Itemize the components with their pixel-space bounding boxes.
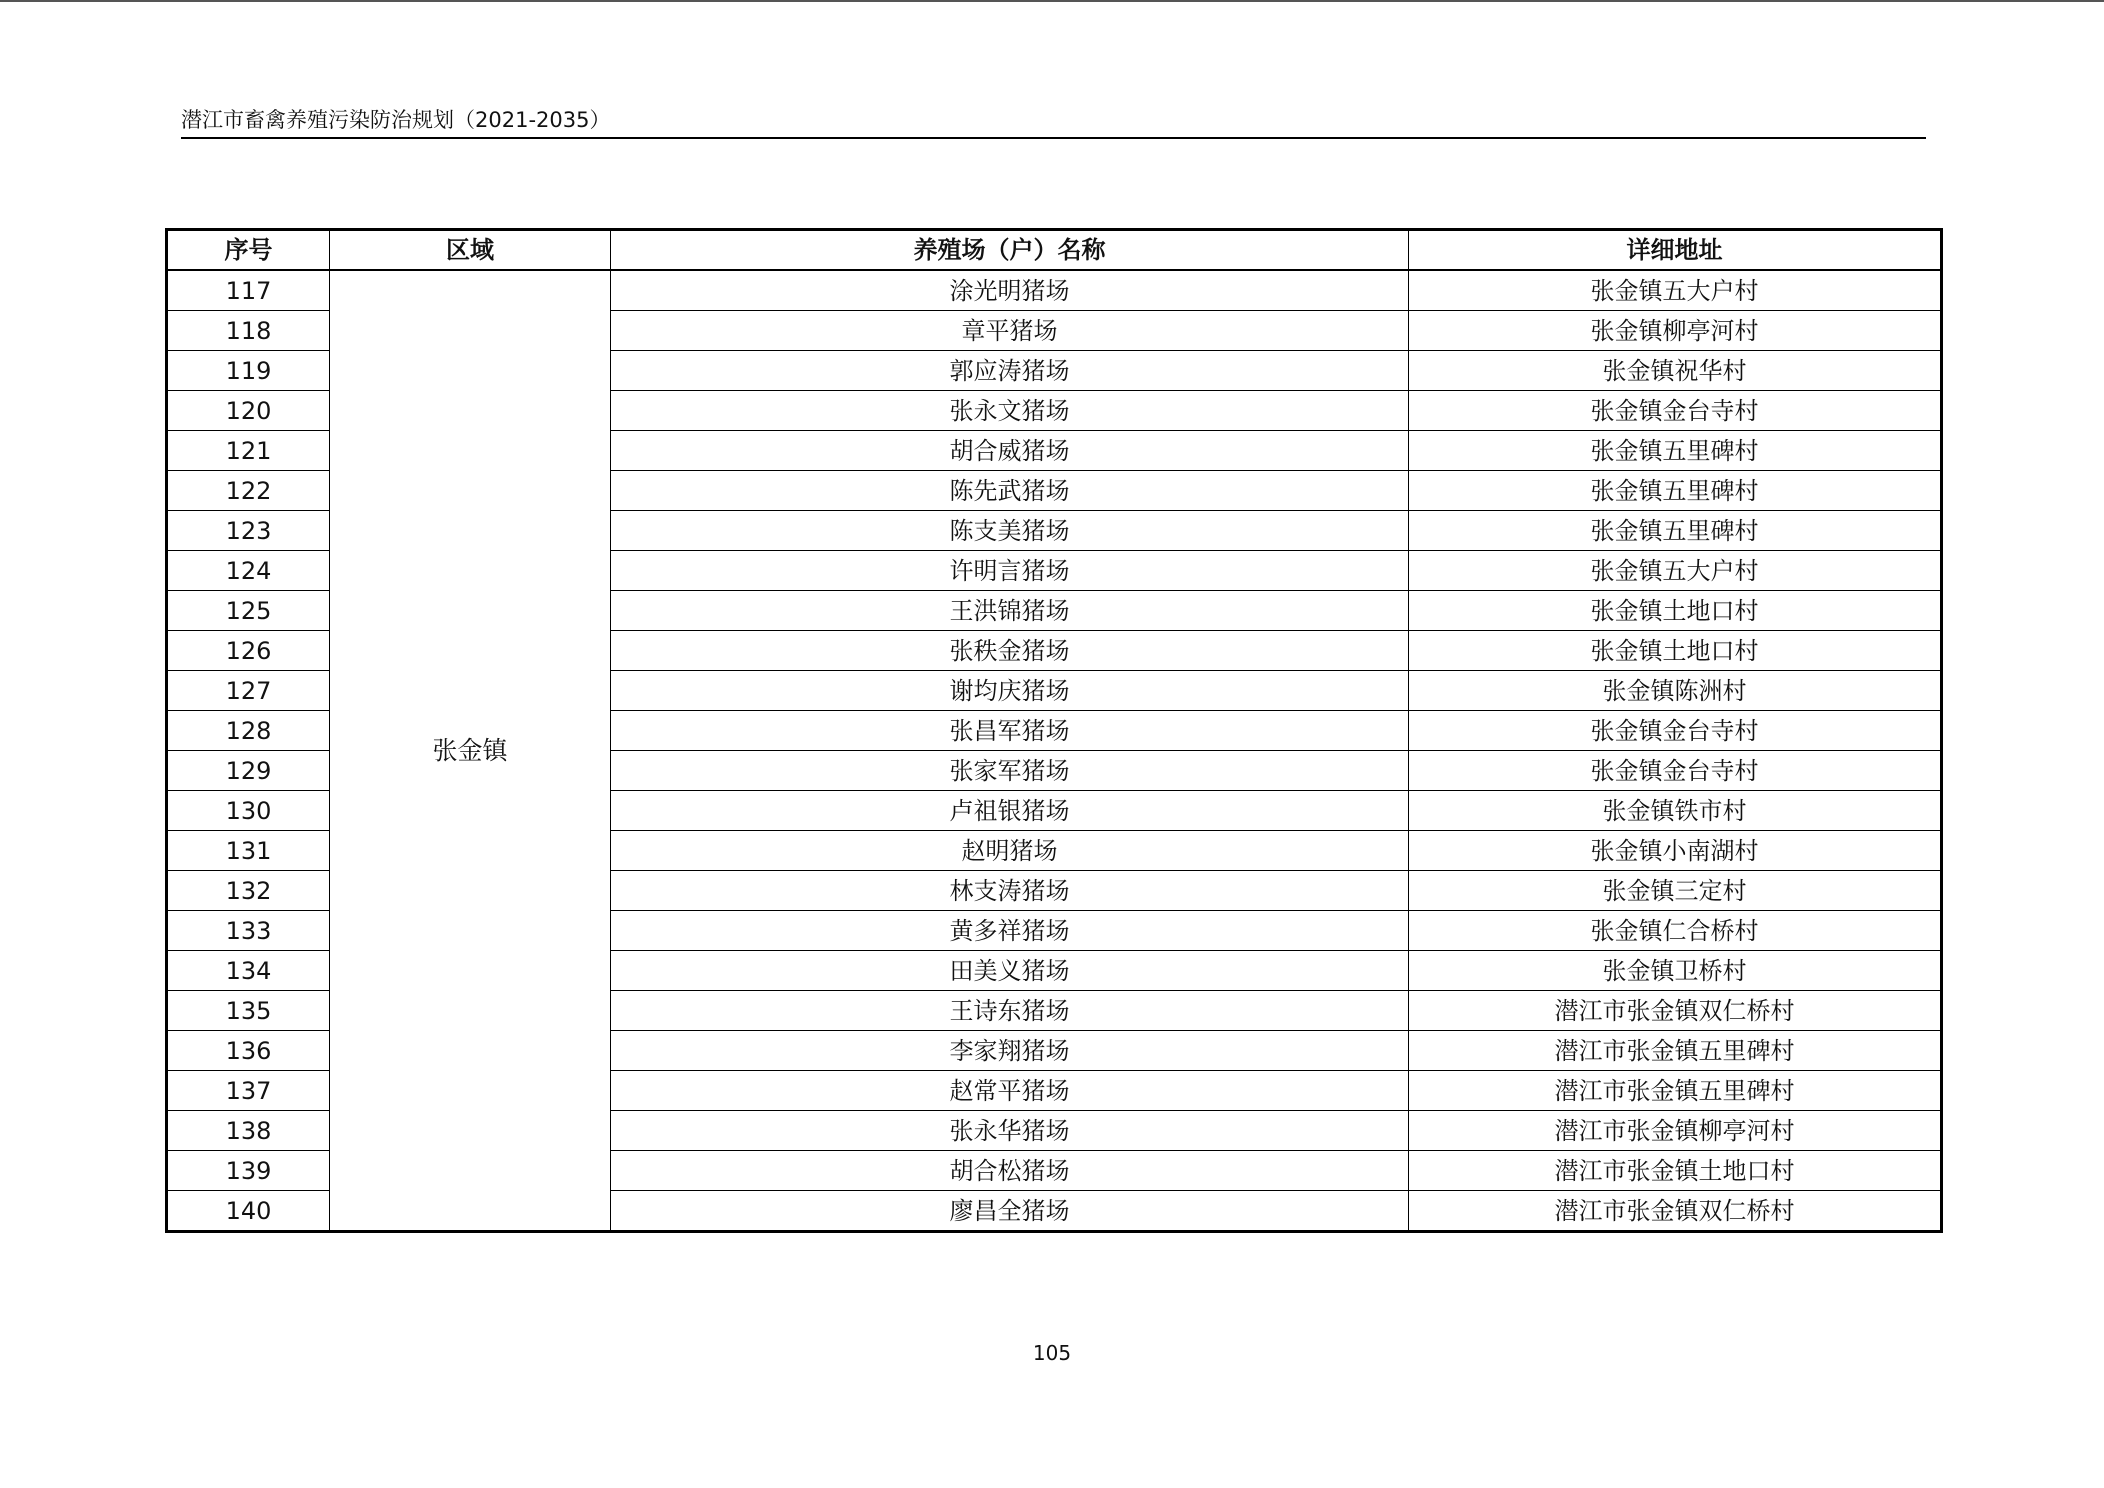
row-number: 127 <box>167 671 330 711</box>
row-number: 119 <box>167 351 330 391</box>
farm-address: 张金镇三定村 <box>1409 871 1942 911</box>
row-number: 121 <box>167 431 330 471</box>
row-number: 124 <box>167 551 330 591</box>
farm-name: 胡合松猪场 <box>611 1151 1409 1191</box>
region-cell: 张金镇 <box>330 270 611 1232</box>
table-row <box>167 270 1942 311</box>
row-number: 133 <box>167 911 330 951</box>
farm-name: 王洪锦猪场 <box>611 591 1409 631</box>
farm-address: 张金镇陈洲村 <box>1409 671 1942 711</box>
farm-address: 潜江市张金镇五里碑村 <box>1409 1031 1942 1071</box>
farm-address: 潜江市张金镇双仁桥村 <box>1409 991 1942 1031</box>
farm-name: 张永华猪场 <box>611 1111 1409 1151</box>
farm-name: 陈支美猪场 <box>611 511 1409 551</box>
farm-address: 张金镇柳亭河村 <box>1409 311 1942 351</box>
farm-address: 潜江市张金镇双仁桥村 <box>1409 1191 1942 1232</box>
farm-address: 张金镇仁合桥村 <box>1409 911 1942 951</box>
running-header <box>181 105 1926 139</box>
row-number: 134 <box>167 951 330 991</box>
row-number: 138 <box>167 1111 330 1151</box>
farm-address: 张金镇五里碑村 <box>1409 511 1942 551</box>
table-body <box>167 270 1942 1232</box>
farm-name: 廖昌全猪场 <box>611 1191 1409 1232</box>
farm-address: 潜江市张金镇五里碑村 <box>1409 1071 1942 1111</box>
farm-address: 张金镇五大户村 <box>1409 551 1942 591</box>
row-number: 126 <box>167 631 330 671</box>
farm-address: 张金镇铁市村 <box>1409 791 1942 831</box>
document-title: 潜江市畜禽养殖污染防治规划（2021-2035） <box>181 108 611 132</box>
column-header-region: 区域 <box>330 230 611 271</box>
farm-address: 张金镇卫桥村 <box>1409 951 1942 991</box>
row-number: 137 <box>167 1071 330 1111</box>
farm-name: 郭应涛猪场 <box>611 351 1409 391</box>
row-number: 128 <box>167 711 330 751</box>
farm-name: 赵明猪场 <box>611 831 1409 871</box>
farm-address: 张金镇土地口村 <box>1409 591 1942 631</box>
column-header-number: 序号 <box>167 230 330 271</box>
farm-name: 许明言猪场 <box>611 551 1409 591</box>
farm-address: 张金镇五里碑村 <box>1409 431 1942 471</box>
farm-name: 谢均庆猪场 <box>611 671 1409 711</box>
farm-name: 赵常平猪场 <box>611 1071 1409 1111</box>
farm-address: 张金镇金台寺村 <box>1409 711 1942 751</box>
farm-address: 张金镇金台寺村 <box>1409 391 1942 431</box>
farm-name: 田美义猪场 <box>611 951 1409 991</box>
row-number: 131 <box>167 831 330 871</box>
farm-address: 张金镇五里碑村 <box>1409 471 1942 511</box>
farm-name: 张昌军猪场 <box>611 711 1409 751</box>
row-number: 130 <box>167 791 330 831</box>
column-header-farm-name: 养殖场（户）名称 <box>611 230 1409 271</box>
row-number: 118 <box>167 311 330 351</box>
farm-name: 李家翔猪场 <box>611 1031 1409 1071</box>
farm-address: 张金镇土地口村 <box>1409 631 1942 671</box>
farm-name: 涂光明猪场 <box>611 270 1409 311</box>
row-number: 135 <box>167 991 330 1031</box>
farm-name: 张家军猪场 <box>611 751 1409 791</box>
farm-address: 张金镇祝华村 <box>1409 351 1942 391</box>
farm-name: 张秩金猪场 <box>611 631 1409 671</box>
row-number: 125 <box>167 591 330 631</box>
farm-address: 潜江市张金镇柳亭河村 <box>1409 1111 1942 1151</box>
table-header-row <box>167 230 1942 271</box>
row-number: 129 <box>167 751 330 791</box>
row-number: 136 <box>167 1031 330 1071</box>
row-number: 120 <box>167 391 330 431</box>
farm-address: 张金镇小南湖村 <box>1409 831 1942 871</box>
row-number: 123 <box>167 511 330 551</box>
farm-address: 张金镇金台寺村 <box>1409 751 1942 791</box>
row-number: 140 <box>167 1191 330 1232</box>
farm-table <box>165 228 1943 1233</box>
farm-name: 陈先武猪场 <box>611 471 1409 511</box>
farm-name: 王诗东猪场 <box>611 991 1409 1031</box>
farm-name: 黄多祥猪场 <box>611 911 1409 951</box>
column-header-address: 详细地址 <box>1409 230 1942 271</box>
row-number: 139 <box>167 1151 330 1191</box>
farm-address: 张金镇五大户村 <box>1409 270 1942 311</box>
farm-name: 卢祖银猪场 <box>611 791 1409 831</box>
page-number: 105 <box>1032 1341 1072 1365</box>
farm-name: 张永文猪场 <box>611 391 1409 431</box>
farm-name: 林支涛猪场 <box>611 871 1409 911</box>
row-number: 117 <box>167 270 330 311</box>
farm-name: 章平猪场 <box>611 311 1409 351</box>
row-number: 132 <box>167 871 330 911</box>
row-number: 122 <box>167 471 330 511</box>
farm-name: 胡合威猪场 <box>611 431 1409 471</box>
farm-address: 潜江市张金镇土地口村 <box>1409 1151 1942 1191</box>
